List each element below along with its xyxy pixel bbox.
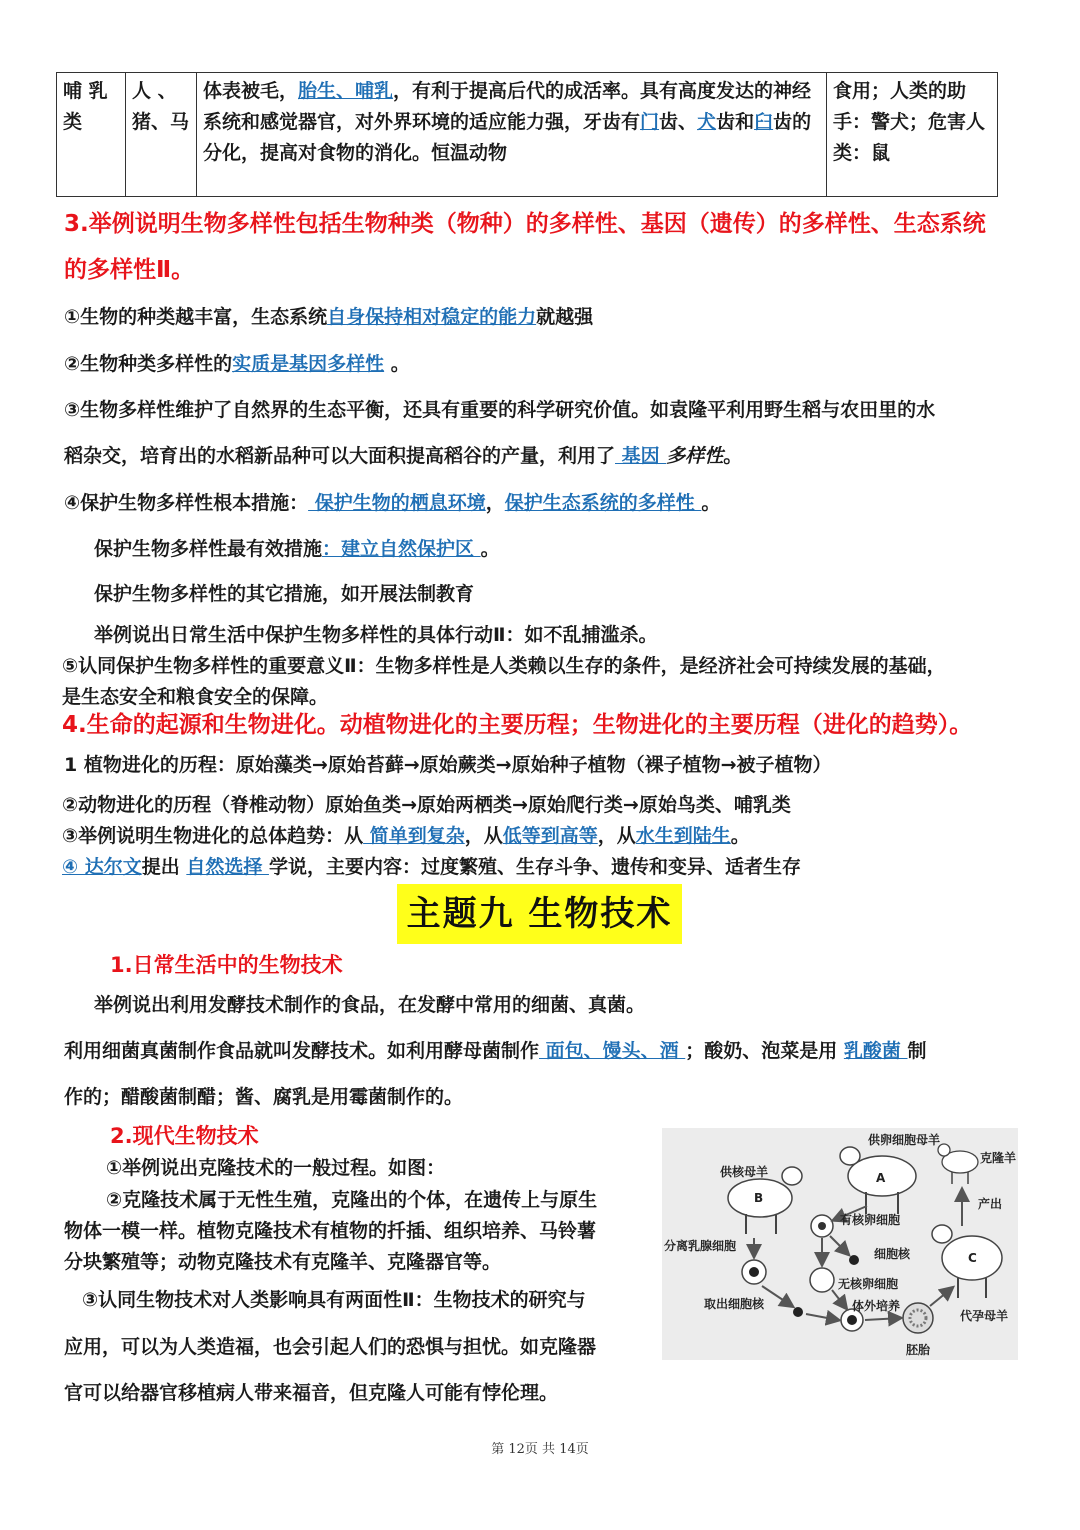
topic9-s2-point2-line3: 分块繁殖等；动物克隆技术有克隆羊、克隆器官等。 — [64, 1251, 502, 1273]
table-cell-relation: 食用；人类的助手：警犬；危害人类：鼠 — [827, 73, 998, 197]
section3-point5: 保护生物多样性最有效措施：建立自然保护区 。 — [94, 538, 500, 560]
topic9-s2-point1: ①举例说出克隆技术的一般过程。如图： — [106, 1157, 446, 1179]
label-embryo: 胚胎 — [906, 1343, 931, 1357]
topic9-s1-point2: 利用细菌真菌制作食品就叫发酵技术。如利用酵母菌制作 面包、馒头、酒 ；酸奶、泡菜是用 乳酸菌 制 — [64, 1040, 927, 1062]
section3-point3-line2: 稻杂交，培育出的水稻新品种可以大面积提高稻谷的产量，利用了 基因 多样性。 — [64, 445, 743, 467]
section3-point4: ④保护生物多样性根本措施： 保护生物的栖息环境，保护生态系统的多样性 。 — [64, 492, 721, 514]
section3-heading-line1: 3.举例说明生物多样性包括生物种类（物种）的多样性、基因（遗传）的多样性、生态系统 — [64, 211, 986, 237]
label-surrogate: 代孕母羊 — [960, 1309, 1009, 1323]
cloning-diagram-svg — [662, 1128, 1018, 1360]
label-nucleated-egg: 有核卵细胞 — [840, 1213, 901, 1227]
section3-point8-line2: 是生态安全和粮食安全的保障。 — [62, 686, 329, 708]
topic9-subheading1: 1.日常生活中的生物技术 — [110, 953, 343, 977]
section4-point3: ③举例说明生物进化的总体趋势：从 简单到复杂，从低等到高等，从水生到陆生。 — [62, 825, 750, 847]
label-donor-nucleus: 供核母羊 — [720, 1165, 769, 1179]
label-take-nucleus: 取出细胞核 — [704, 1297, 765, 1311]
label-a: A — [876, 1171, 886, 1185]
label-nucleus: 细胞核 — [874, 1247, 911, 1261]
section4-point1: 1 植物进化的历程：原始藻类→原始苔藓→原始蕨类→原始种子植物（裸子植物→被子植物） — [64, 754, 832, 776]
topic9-s1-point3: 作的；醋酸菌制醋；酱、腐乳是用霉菌制作的。 — [64, 1086, 464, 1108]
section4-point2: ②动物进化的历程（脊椎动物）原始鱼类→原始两栖类→原始爬行类→原始鸟类、哺乳类 — [62, 794, 791, 816]
topic9-subheading2: 2.现代生物技术 — [110, 1124, 259, 1148]
label-c: C — [968, 1251, 977, 1265]
section3-point8-line1: ⑤认同保护生物多样性的重要意义Ⅱ：生物多样性是人类赖以生存的条件，是经济社会可持续发展的基础， — [62, 655, 946, 677]
nucleus-icon — [849, 1255, 859, 1265]
label-enucleated-egg: 无核卵细胞 — [838, 1277, 899, 1291]
section3-point2: ②生物种类多样性的实质是基因多样性 。 — [64, 353, 410, 375]
table-row — [57, 73, 998, 197]
label-clone: 克隆羊 — [980, 1151, 1017, 1165]
label-b: B — [754, 1191, 764, 1205]
table-cell-class: 哺 乳类 — [57, 73, 126, 197]
label-donor-ovum: 供卵细胞母羊 — [868, 1133, 941, 1147]
page-footer: 第 12页 共 14页 — [491, 1442, 589, 1457]
topic9-s2-point2-line1: ②克隆技术属于无性生殖，克隆出的个体，在遗传上与原生 — [106, 1189, 598, 1211]
table-cell-description: 体表被毛，胎生、哺乳，有利于提高后代的成活率。具有高度发达的神经系统和感觉器官，对外界环境的适应能力强，牙齿有门齿、犬齿和臼齿的分化，提高对食物的消化。恒温动物 — [197, 73, 827, 197]
topic9-s2-point2-line2: 物体一模一样。植物克隆技术有植物的扦插、组织培养、马铃薯 — [64, 1220, 597, 1242]
embryo-icon — [903, 1303, 933, 1333]
clone-sheep-icon — [938, 1144, 978, 1184]
section3-point1: ①生物的种类越丰富，生态系统自身保持相对稳定的能力就越强 — [64, 306, 594, 328]
extracted-nucleus-icon — [793, 1307, 803, 1317]
section3-point7: 举例说出日常生活中保护生物多样性的具体行动Ⅱ：如不乱捕滥杀。 — [94, 624, 658, 646]
label-separate: 分离乳腺细胞 — [664, 1239, 737, 1253]
cloning-diagram — [662, 1128, 1018, 1360]
section4-point4: ④ 达尔文提出 自然选择 学说，主要内容：过度繁殖、生存斗争、遗传和变异、适者生存 — [62, 856, 801, 878]
enucleated-egg-icon — [810, 1268, 834, 1292]
topic9-s1-point1: 举例说出利用发酵技术制作的食品，在发酵中常用的细菌、真菌。 — [94, 994, 646, 1016]
topic9-s2-point3-line1: ③认同生物技术对人类影响具有两面性Ⅱ：生物技术的研究与 — [82, 1289, 586, 1311]
table-cell-examples: 人 、猪、马 — [126, 73, 197, 197]
section3-point6: 保护生物多样性的其它措施，如开展法制教育 — [94, 583, 475, 605]
animal-table — [56, 72, 998, 197]
section4-heading: 4.生命的起源和生物进化。动植物进化的主要历程；生物进化的主要历程（进化的趋势）。 — [62, 712, 973, 738]
topic9-s2-point3-line2: 应用，可以为人类造福，也会引起人们的恐惧与担忧。如克隆器 — [64, 1336, 597, 1358]
topic9-s2-point3-line3: 官可以给器官移植病人带来福音，但克隆人可能有悖伦理。 — [64, 1382, 559, 1404]
sheep-c-icon — [932, 1225, 1002, 1298]
label-culture: 体外培养 — [852, 1299, 901, 1313]
section3-point3-line1: ③生物多样性维护了自然界的生态平衡，还具有重要的科学研究价值。如袁隆平利用野生稻与农田里的水 — [64, 399, 936, 421]
topic9-title: 主题九 生物技术 — [397, 884, 682, 944]
section3-heading-line2: 的多样性Ⅱ。 — [64, 257, 195, 283]
label-produce: 产出 — [978, 1197, 1003, 1211]
